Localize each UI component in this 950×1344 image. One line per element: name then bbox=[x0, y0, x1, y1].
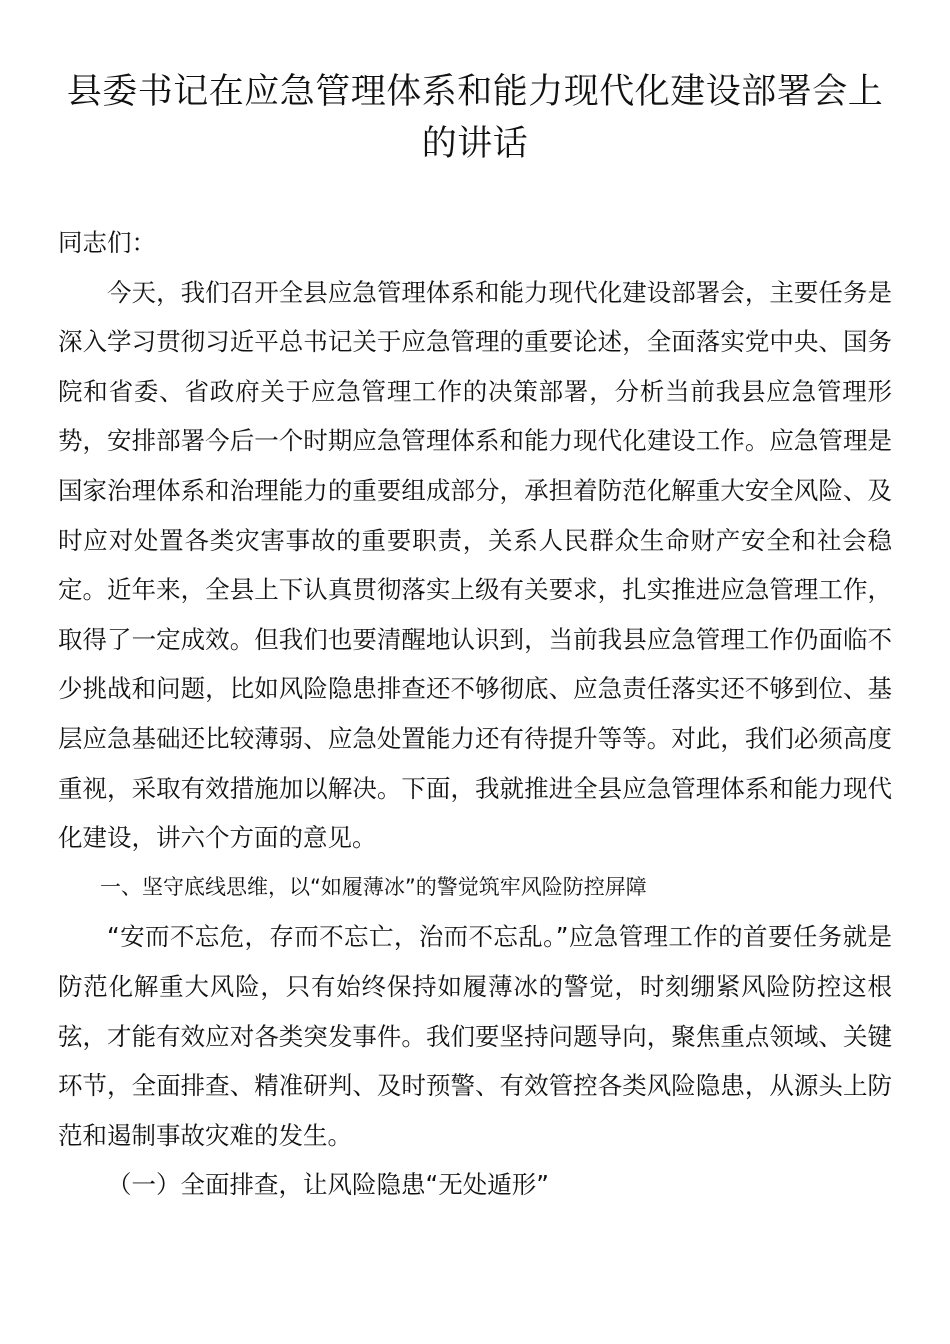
document-body bbox=[58, 218, 892, 1210]
salutation: 同志们： bbox=[58, 228, 156, 257]
subsection-heading-1: （一）全面排查，让风险隐患“无处遁形” bbox=[107, 1170, 549, 1200]
paragraph-section-1: “安而不忘危，存而不忘亡，治而不忘乱。”应急管理工作的首要任务就是防范化解重大风险，只有始终保持如履薄冰的警觉，时刻绷紧风险防控这根弦，才能有效应对各类突发事件。我们要坚持问题导向，聚焦重点领域、关键环节，全面排查、精准研判、及时预警、有效管控各类风险隐患，从源头上防范和遏制事故灾难的发生。 bbox=[58, 922, 892, 1150]
document-title: 县委书记在应急管理体系和能力现代化建设部署会上的讲话 bbox=[66, 72, 884, 164]
paragraph-intro: 今天，我们召开全县应急管理体系和能力现代化建设部署会，主要任务是深入学习贯彻习近平总书记关于应急管理的重要论述，全面落实党中央、国务院和省委、省政府关于应急管理工作的决策部署，分析当前我县应急管理形势，安排部署今后一个时期应急管理体系和能力现代化建设工作。应急管理是国家治理体系和治理能力的重要组成部分，承担着防范化解重大安全风险、及时应对处置各类灾害事故的重要职责，关系人民群众生命财产安全和社会稳定。近年来，全县上下认真贯彻落实上级有关要求，扎实推进应急管理工作，取得了一定成效。但我们也要清醒地认识到，当前我县应急管理工作仍面临不少挑战和问题，比如风险隐患排查还不够彻底、应急责任落实还不够到位、基层应急基础还比较薄弱、应急处置能力还有待提升等等。对此，我们必须高度重视，采取有效措施加以解决。下面，我就推进全县应急管理体系和能力现代化建设，讲六个方面的意见。 bbox=[58, 277, 892, 853]
section-heading-1: 一、坚守底线思维，以“如履薄冰”的警觉筑牢风险防控屏障 bbox=[100, 874, 647, 899]
